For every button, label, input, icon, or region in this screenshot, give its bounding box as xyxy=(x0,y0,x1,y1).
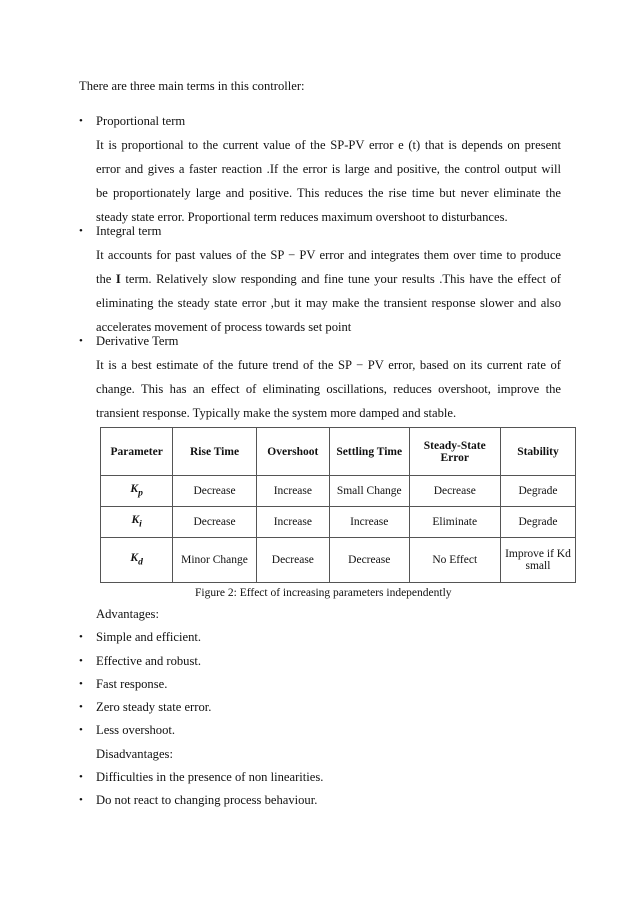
table-header-row xyxy=(101,428,576,476)
term-integral xyxy=(79,219,561,339)
table-header-cell: Rise Time xyxy=(173,428,256,476)
table-header-cell: Stability xyxy=(500,428,575,476)
paragraph-line: steady state error. Proportional term reduces maximum overshoot to disturbances. xyxy=(96,210,508,225)
table-row xyxy=(101,507,576,538)
table-cell: Decrease xyxy=(256,538,329,583)
table-header-cell: Settling Time xyxy=(329,428,409,476)
figure-caption: Figure 2: Effect of increasing parameters independently xyxy=(195,587,452,599)
bullet-icon: • xyxy=(79,677,83,690)
table-cell: Improve if Kd small xyxy=(500,538,575,583)
paragraph-line: change. This has an effect of eliminating oscillations, reduces overshoot, improve the xyxy=(96,382,561,397)
bullet-icon: • xyxy=(79,335,83,347)
bullet-icon: • xyxy=(79,115,83,127)
table-cell: Degrade xyxy=(500,507,575,538)
term-heading: Derivative Term xyxy=(96,334,179,348)
table-cell: Decrease xyxy=(409,476,500,507)
list-item: • Simple and efficient. xyxy=(79,626,561,649)
parameter-effects-table xyxy=(100,427,576,583)
term-paragraph xyxy=(79,353,561,425)
paragraph-line: eliminating the steady state error ,but it may make the transient response slower and also xyxy=(96,296,561,311)
term-heading: Proportional term xyxy=(96,114,186,128)
bullet-icon: • xyxy=(79,794,83,807)
paragraph-line: transient response. Typically make the system more damped and stable. xyxy=(96,406,457,421)
table-cell: Increase xyxy=(256,476,329,507)
bullet-icon: • xyxy=(79,771,83,784)
table-header-cell: Steady-State Error xyxy=(409,428,500,476)
bullet-icon: • xyxy=(79,701,83,714)
paragraph-line: be proportionately large and positive. This reduces the rise time but never eliminate the xyxy=(96,186,561,201)
pros-cons-section xyxy=(79,603,561,813)
paragraph-line: accelerates movement of process towards set point xyxy=(96,320,352,335)
list-item: • Do not react to changing process behaviour. xyxy=(79,789,561,812)
parameter-cell: $K_i$ xyxy=(101,507,173,538)
table-header-cell: Parameter xyxy=(101,428,173,476)
advantages-title: Advantages: xyxy=(96,607,159,621)
table-cell: Increase xyxy=(329,507,409,538)
parameter-cell: $K_d$ xyxy=(101,538,173,583)
list-item: • Effective and robust. xyxy=(79,650,561,673)
disadvantages-title: Disadvantages: xyxy=(96,746,173,761)
table-header-cell: Overshoot xyxy=(256,428,329,476)
term-heading: Integral term xyxy=(96,224,162,238)
table-cell: Decrease xyxy=(329,538,409,583)
paragraph-line: It is proportional to the current value of the SP-PV error e (t) that is depends on present xyxy=(96,138,561,153)
table-row xyxy=(101,538,576,583)
paragraph-line: It is a best estimate of the future trend of the SP − PV error, based on its current rate of xyxy=(96,358,561,373)
table-cell: Decrease xyxy=(173,507,256,538)
integral-symbol: I xyxy=(115,272,121,287)
table-cell: No Effect xyxy=(409,538,500,583)
list-item: • Zero steady state error. xyxy=(79,696,561,719)
table-cell: Small Change xyxy=(329,476,409,507)
table-cell: Eliminate xyxy=(409,507,500,538)
list-item: • Fast response. xyxy=(79,673,561,696)
bullet-icon: • xyxy=(79,654,83,667)
term-derivative xyxy=(79,329,561,425)
term-proportional xyxy=(79,109,561,229)
parameter-cell: $K_p$ xyxy=(101,476,173,507)
bullet-icon: • xyxy=(79,631,83,644)
list-item: • Difficulties in the presence of non linearities. xyxy=(79,766,561,789)
list-item: • Less overshoot. xyxy=(79,719,561,742)
table-cell: Decrease xyxy=(173,476,256,507)
intro-text: There are three main terms in this controller: xyxy=(79,79,305,93)
table-cell: Minor Change xyxy=(173,538,256,583)
paragraph-line: error and gives a faster reaction .If the error is large and positive, the control output will xyxy=(96,162,561,177)
term-paragraph xyxy=(79,133,561,229)
paragraph-line: It accounts for past values of the SP − PV error and integrates them over time to produce xyxy=(96,248,561,263)
bullet-icon: • xyxy=(79,225,83,237)
paragraph-line: the I term. Relatively slow responding and fine tune your results .This have the effect of xyxy=(96,272,561,287)
table-row xyxy=(101,476,576,507)
bullet-icon: • xyxy=(79,724,83,737)
table-cell: Increase xyxy=(256,507,329,538)
table-cell: Degrade xyxy=(500,476,575,507)
term-paragraph xyxy=(79,243,561,339)
